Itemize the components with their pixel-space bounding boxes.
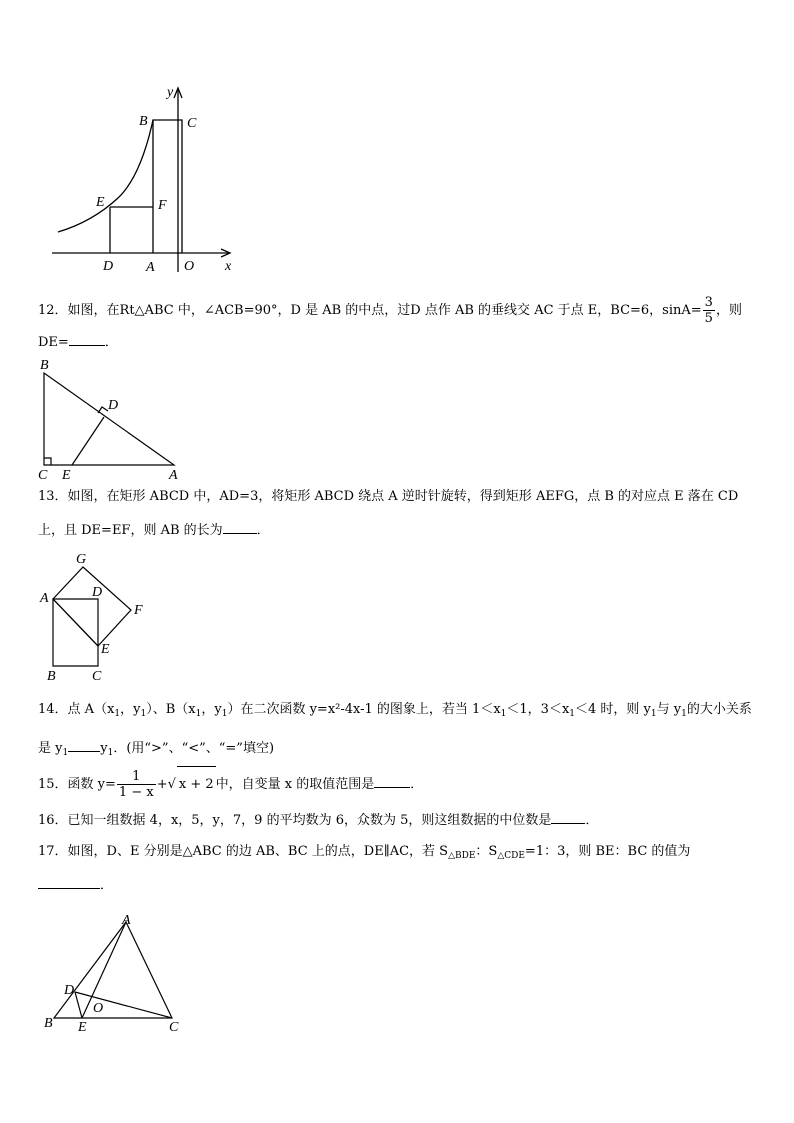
label-a: A	[122, 913, 131, 928]
label-e: E	[62, 468, 71, 483]
question-number: 12．	[38, 303, 68, 318]
label-d: D	[108, 398, 119, 413]
label-b: B	[47, 669, 56, 684]
label-a: A	[146, 260, 155, 275]
segment-a-e	[53, 599, 98, 646]
question-14: 14．点 $A(x_1$，$y_1$）、$B(x_1$，$y_1$）在二次函数 y=x²-4x-1 的图象上，若当 $1<x_1<1$，$3<x_1<4$ 时，则 $y_1$与 $y_1$的大小关系	[38, 702, 752, 719]
question-13-line2: 上，且 DE=EF，则 AB 的长为 ．	[38, 519, 270, 541]
segment-d-e	[72, 417, 104, 465]
label-a: A	[40, 591, 49, 606]
figure-right-triangle	[34, 355, 194, 483]
segment-d-c	[75, 992, 172, 1018]
curve	[58, 120, 153, 232]
label-c: C	[38, 468, 48, 483]
question-14-line2: 是 $y_1$ $y_1$．(用“>”、“<”、“=”填空)	[38, 737, 274, 763]
triangle-abc	[44, 373, 174, 465]
question-15: 15．函数 y= $\frac{1}{1 - x}$ +√ x + 2 中，自变量 x 的取值范围是 ．	[38, 766, 423, 803]
question-number: 14．	[38, 702, 68, 717]
question-17: 17．如图，D、E 分别是△ABC 的边 AB、BC 上的点，DE∥AC，若 $S_{\triangle BDE}$：$S_{\triangle CDE}=1$：3，则 BE：BC 的值为	[38, 844, 691, 861]
answer-blank[interactable]	[223, 519, 257, 534]
question-number: 16．	[38, 813, 68, 828]
label-e: E	[101, 642, 110, 657]
label-x: x	[225, 259, 232, 274]
label-c: C	[92, 669, 102, 684]
label-g: G	[76, 552, 87, 567]
question-text: 已知一组数据 4，x，5，y，7，9 的平均数为 6，众数为 5，则这组数据的中位数是	[67, 813, 552, 828]
question-12: 12．如图，在Rt△ABC 中，∠ACB=90°，D 是 AB 的中点，过D 点作 AB 的垂线交 AC 于点 E，BC=6，sinA= $\frac{3}{5}$ ，则	[38, 295, 742, 326]
label-b: B	[40, 358, 49, 373]
label-c: C	[169, 1020, 179, 1035]
fraction: $\frac{1}{1 - x}$	[118, 769, 154, 800]
label-o: O	[93, 1001, 104, 1016]
answer-blank[interactable]	[551, 809, 585, 824]
figure-rotated-rectangle	[34, 546, 154, 686]
question-12-line2: DE= ．	[38, 331, 118, 353]
label-o: O	[184, 259, 195, 274]
question-number: 17．	[38, 844, 68, 859]
label-d: D	[92, 585, 103, 600]
label-y: y	[167, 85, 174, 100]
rectangle-aefg	[53, 567, 131, 646]
label-b: B	[139, 114, 148, 129]
segment-d-e	[75, 992, 82, 1018]
answer-blank[interactable]	[69, 331, 105, 346]
question-text: 如图，在矩形 ABCD 中，AD=3，将矩形 ABCD 绕点 A 逆时针旋转，得到矩形 AEFG，点 B 的对应点 E 落在 CD	[67, 489, 739, 504]
answer-blank[interactable]	[374, 773, 410, 788]
right-angle-c	[44, 458, 51, 465]
label-d: D	[103, 259, 114, 274]
triangle-abc	[54, 922, 172, 1018]
question-number: 15．	[38, 777, 68, 792]
figure-triangle-abc	[40, 912, 190, 1036]
label-c: C	[187, 116, 197, 131]
label-f: F	[158, 198, 167, 213]
figure-curve-rectangles	[50, 82, 240, 278]
square-root: x + 2	[177, 766, 216, 803]
answer-blank[interactable]	[68, 737, 100, 752]
question-17-line2: ．	[38, 874, 113, 896]
label-e: E	[78, 1020, 87, 1035]
fraction: $\frac{3}{5}$	[704, 295, 713, 326]
question-13	[38, 487, 738, 507]
label-b: B	[44, 1016, 53, 1031]
question-number: 13．	[38, 489, 68, 504]
rectangle-abcd	[53, 599, 98, 666]
label-f: F	[134, 603, 143, 618]
label-a: A	[169, 468, 178, 483]
label-d: D	[64, 983, 75, 998]
label-e: E	[96, 195, 105, 210]
question-text: 如图，在Rt△ABC 中，∠ACB=90°，D 是 AB 的中点，过D 点作 AB 的垂线交 AC 于点 E，BC=6，sinA=	[67, 303, 702, 318]
question-16: 16．已知一组数据 4，x，5，y，7，9 的平均数为 6，众数为 5，则这组数据的中位数是 ．	[38, 809, 598, 831]
answer-blank[interactable]	[38, 874, 100, 889]
